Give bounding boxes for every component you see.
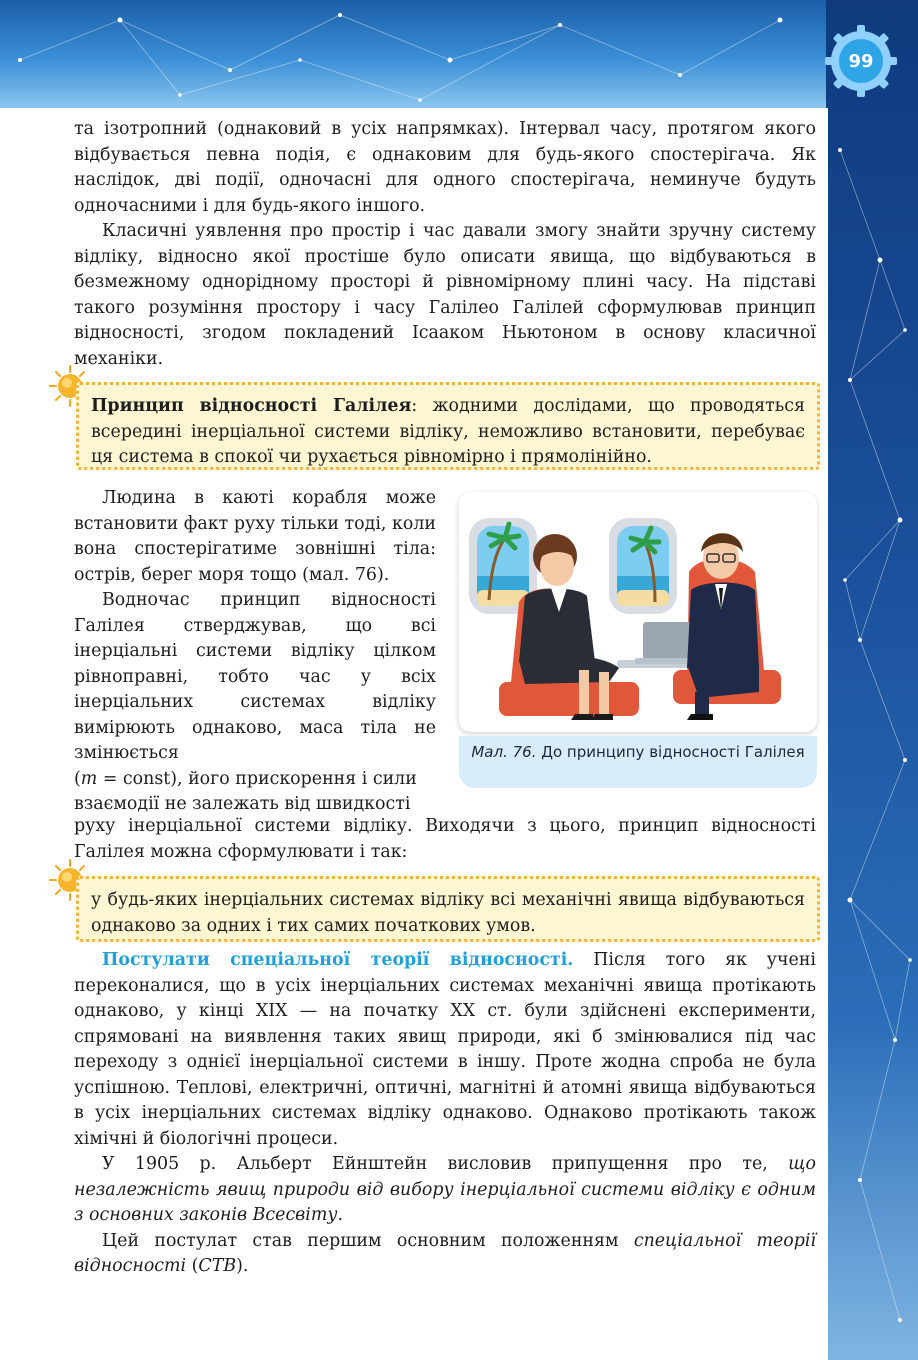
paragraph: та ізотропний (однаковий в усіх напрямках). Інтервал часу, протягом якого відбувається певна подія, є однаковим для будь-якого спостерігача. Як наслідок, дві події, одночасні для одного спостерігача, неминуче будуть одночасними і для будь-якого іншого.: [74, 119, 816, 216]
side-banner: [826, 0, 918, 1360]
caption-label: Мал. 76.: [471, 743, 537, 761]
narrow-column: [74, 486, 436, 818]
caption-text: До принципу відносності Галілея: [536, 743, 805, 761]
paragraph-tail: взаємодії не залежать від швидкості: [74, 794, 411, 814]
intro-text: [74, 117, 816, 372]
principle-box-restated: [76, 876, 820, 942]
section-heading: Постулати спеціальної теорії відносності.: [102, 950, 574, 970]
page-number: 99: [848, 50, 874, 72]
paragraph: Людина в каюті корабля може встановити факт руху тільки тоді, коли вона спостерігатиме зовнішні тіла: острів, берег моря тощо (мал. 76).: [74, 488, 436, 585]
postulates-section: [74, 948, 816, 1280]
paragraph: Постулати спеціальної теорії відносності. Після того як учені переконалися, що в усіх інерціальних системах механічні явища протікають однаково, у кінці XIX — на початку XX ст. були здійснені експерименти, спрямовані на виявлення таких явищ природи, які б змінювалися під час переходу з однієї інерціальної системи в іншу. Проте жодна спроба не була успішною. Теплові, електричні, оптичні, магнітні й атомні явища відбуваються в усіх інерціальних системах відліку однаково. Однаково протікають також хімічні й біологічні процеси.: [74, 950, 816, 1149]
principle-text: : жодними дослідами, що проводяться всередині інерціальної системи відліку, неможливо встановити, перебуває ця система в спокої чи рухається рівномірно і прямолінійно.: [91, 396, 805, 467]
principle-term: Принцип відносності Галілея: [91, 396, 412, 416]
paragraph: руху інерціальної системи відліку. Виходячи з цього, принцип відносності Галілея можна сформулювати і так:: [74, 816, 816, 862]
paragraph: Класичні уявлення про простір і час давали змогу знайти зручну систему відліку, відносно якої простіше було описати явища, що відбуваються в безмежному однорідному просторі й рівномірному плині часу. На підставі такого розуміння простору і часу Галілео Галілей сформулював принцип відносності, згодом покладений Ісааком Ньютоном в основу класичної механіки.: [74, 221, 816, 369]
const-line: (m = const), його прискорення і сили: [74, 768, 417, 789]
paragraph: Цей постулат став першим основним положенням спеціальної теорії відносності (СТВ).: [74, 1230, 816, 1276]
paragraph: Водночас принцип відносності Галілея стверджував, що всі інерціальні системи відліку цілком рівноправні, тобто час у всіх інерціальних системах відліку вимірюють однаково, маса тіла не змінюється: [74, 590, 436, 763]
continuation-text: [74, 814, 816, 865]
header-banner: [0, 0, 918, 108]
figure-illustration: [459, 492, 817, 732]
airplane-passengers-illustration: [459, 492, 817, 732]
paragraph: У 1905 р. Альберт Ейнштейн висловив припущення про те, що незалежність явищ природи від вибору інерціальної системи відліку є одним з основних законів Всесвіту.: [74, 1154, 816, 1225]
figure-caption: [459, 736, 817, 788]
man-figure: [687, 533, 759, 720]
principle-text: у будь-яких інерціальних системах відліку всі механічні явища відбуваються однаково за одних і тих самих початкових умов.: [91, 890, 805, 936]
principle-box: [76, 382, 820, 470]
window-right: [609, 518, 677, 614]
